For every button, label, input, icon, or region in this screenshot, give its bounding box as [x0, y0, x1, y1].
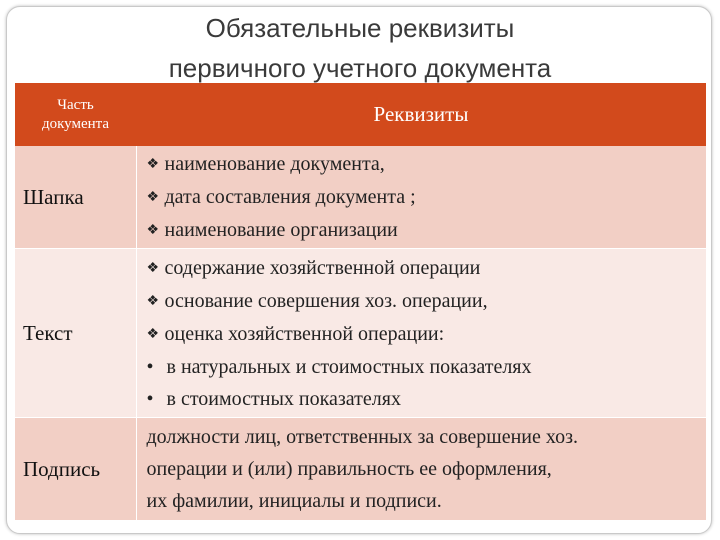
- row-label: Подпись: [15, 418, 136, 521]
- bullet-icon: •: [146, 355, 154, 378]
- content-line: [147, 351, 707, 383]
- bullet-icon: •: [146, 387, 154, 410]
- content-text: операции и (или) правильность ее оформления,: [146, 458, 552, 480]
- content-text: дата составления документа ;: [164, 185, 416, 208]
- content-line: [147, 453, 707, 485]
- requisites-table: [15, 83, 706, 520]
- row-label: Текст: [15, 249, 136, 418]
- content-line: [147, 383, 707, 415]
- content-text: оценка хозяйственной операции:: [164, 322, 445, 345]
- content-line: [147, 252, 707, 285]
- table-row: [15, 418, 706, 521]
- title-line-1: Обязательные реквизиты: [205, 13, 515, 43]
- header-part-line-2: документа: [41, 115, 110, 132]
- row-content: [136, 146, 706, 249]
- content-line: [147, 285, 707, 318]
- table-header-row: [15, 83, 706, 146]
- content-line: [147, 421, 707, 453]
- content-text: в стоимостных показателях: [166, 387, 401, 410]
- content-text: содержание хозяйственной операции: [164, 256, 481, 279]
- diamond-bullet-icon: ❖: [146, 326, 160, 342]
- content-line: [147, 485, 707, 517]
- content-line: [147, 214, 707, 247]
- header-part: [15, 83, 136, 146]
- content-text: наименование документа,: [164, 152, 385, 175]
- diamond-bullet-icon: ❖: [146, 189, 160, 205]
- diamond-bullet-icon: ❖: [146, 260, 160, 276]
- diamond-bullet-icon: ❖: [146, 222, 160, 238]
- content-line: [147, 148, 707, 181]
- header-part-line-1: Часть: [57, 96, 94, 113]
- row-content: [136, 418, 706, 521]
- row-label: Шапка: [15, 146, 136, 249]
- title-line-2: первичного учетного документа: [168, 53, 552, 83]
- row-content: [136, 249, 706, 418]
- header-requisites: Реквизиты: [136, 83, 706, 146]
- diamond-bullet-icon: ❖: [146, 293, 160, 309]
- table-row: [15, 249, 706, 418]
- diamond-bullet-icon: ❖: [146, 156, 160, 172]
- content-text: их фамилии, инициалы и подписи.: [146, 490, 442, 512]
- content-text: основание совершения хоз. операции,: [164, 289, 488, 312]
- content-line: [147, 318, 707, 351]
- slide-title: [0, 8, 720, 88]
- content-text: в натуральных и стоимостных показателях: [166, 355, 532, 378]
- content-text: наименование организации: [164, 218, 398, 241]
- content-text: должности лиц, ответственных за совершение хоз.: [146, 426, 579, 448]
- content-line: [147, 181, 707, 214]
- table-row: [15, 146, 706, 249]
